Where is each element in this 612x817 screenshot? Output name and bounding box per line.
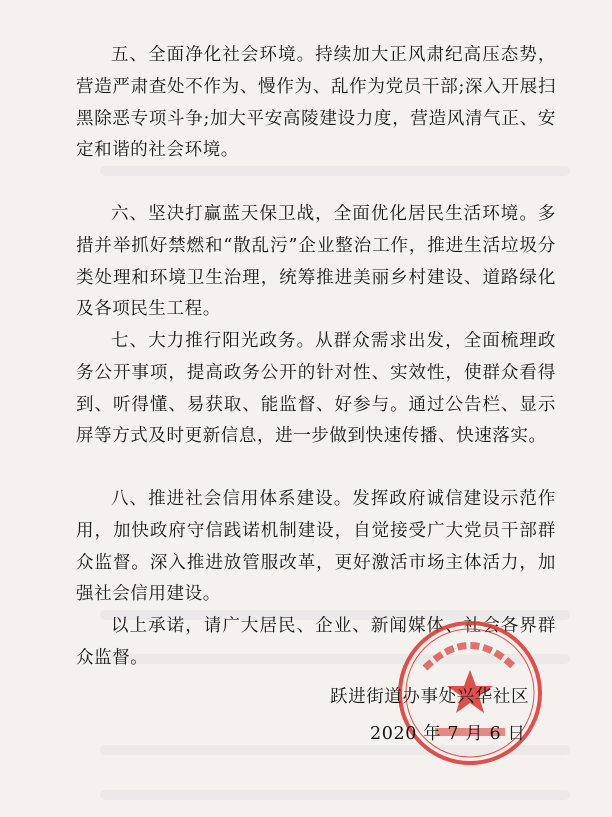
paragraph-eight: 八、推进社会信用体系建设。发挥政府诚信建设示范作用，加快政府守信践诺机制建设，自觉接受广大党员干部群众监督。深入推进放管服改革，更好激活市场主体活力，加强社会信用建设。	[76, 489, 556, 605]
signature-organization: 跃进街道办事处兴华社区	[330, 687, 530, 707]
paragraph-seven: 七、大力推行阳光政务。从群众需求出发，全面梳理政务公开事项，提高政务公开的针对性、实效性，使群众看得到、听得懂、易获取、能监督、好参与。通过公告栏、显示屏等方式及时更新信息，进一步做到快速传播、快速落实。	[76, 331, 556, 447]
paragraph-five: 五、全面净化社会环境。持续加大正风肃纪高压态势，营造严肃查处不作为、慢作为、乱作为党员干部;深入开展扫黑除恶专项斗争;加大平安高陵建设力度，营造风清气正、安定和谐的社会环境。	[76, 45, 556, 161]
paragraph-six: 六、坚决打赢蓝天保卫战，全面优化居民生活环境。多措并举抓好禁燃和“散乱污”企业整治工作，推进生活垃圾分类处理和环境卫生治理，统筹推进美丽乡村建设、道路绿化及各项民生工程。	[76, 204, 556, 320]
closing-paragraph: 以上承诺，请广大居民、企业、新闻媒体、社会各界群众监督。	[76, 616, 556, 668]
bleed-through-line	[100, 166, 570, 176]
bleed-through-line	[100, 790, 570, 800]
signature-date: 2020 年 7 月 6 日	[370, 724, 526, 744]
